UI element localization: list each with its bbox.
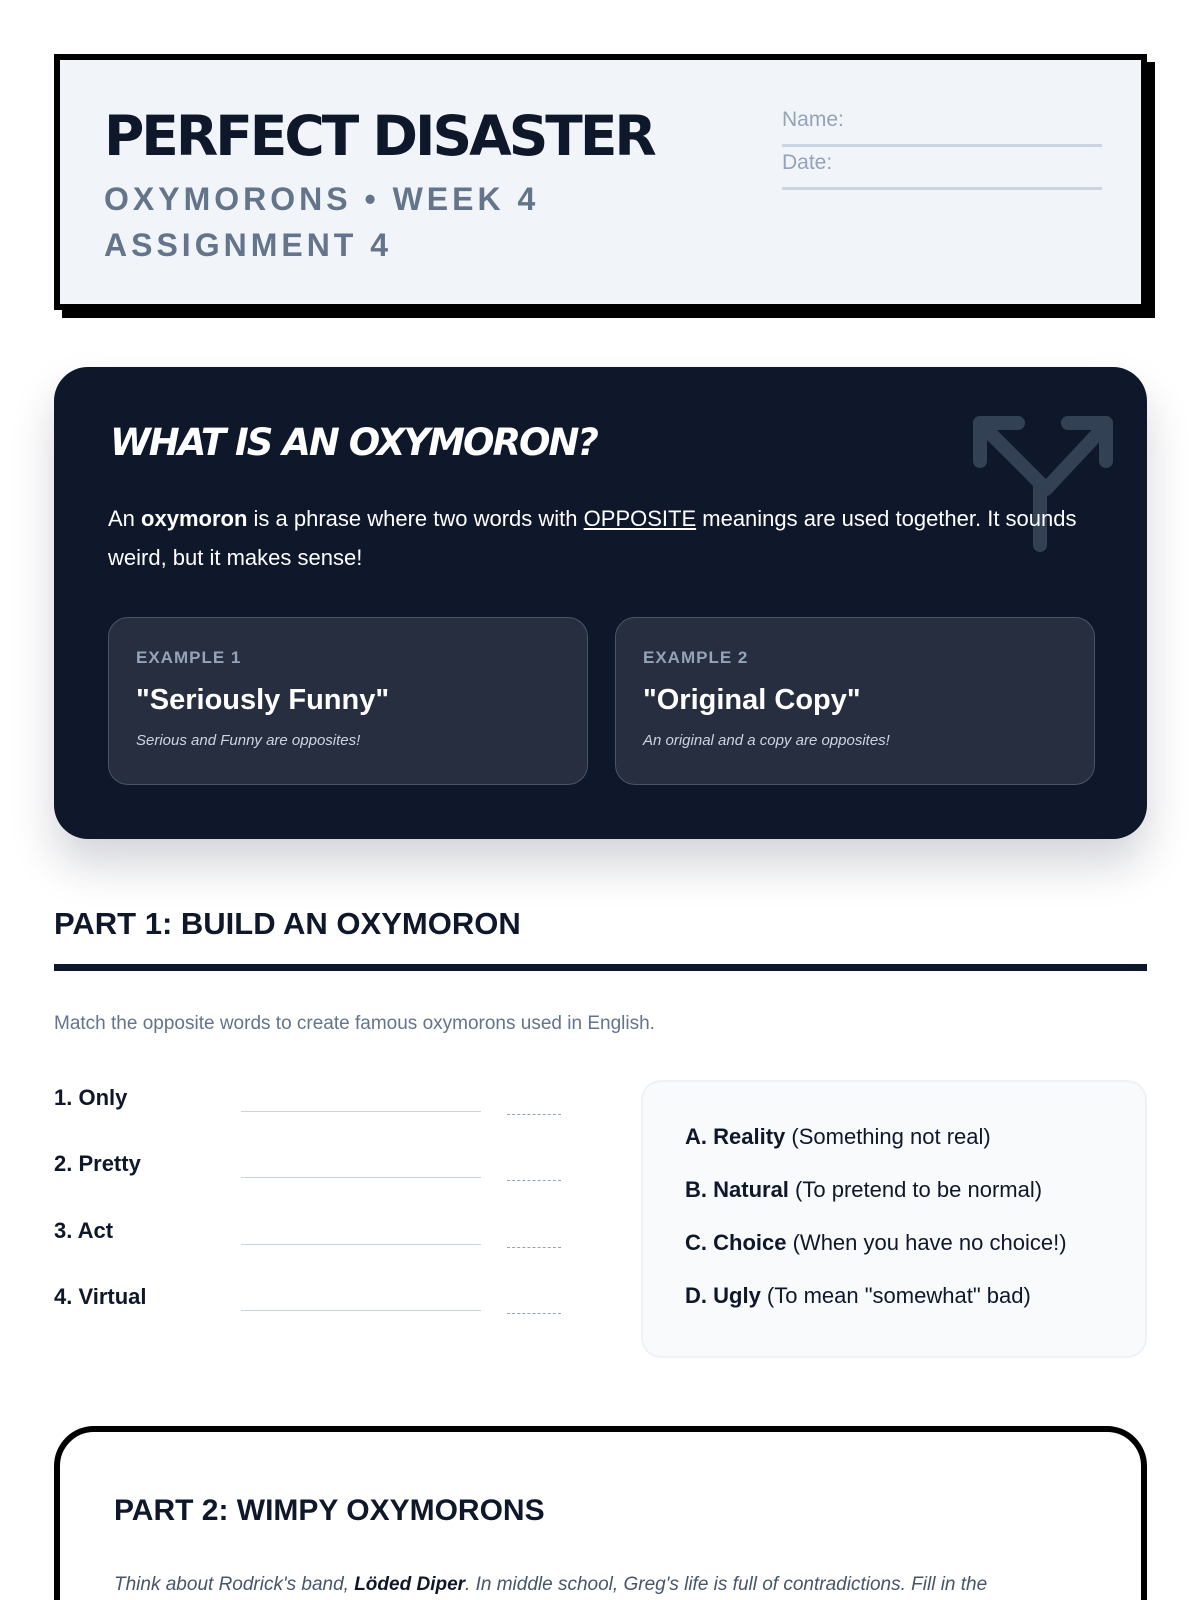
answer-letter: A. [685, 1124, 707, 1149]
name-field[interactable]: Name: [782, 104, 1102, 147]
answer-hint: (To mean "somewhat" bad) [760, 1283, 1031, 1308]
match-row [54, 1151, 574, 1191]
part2-instructions [114, 1574, 1114, 1596]
answer-blank[interactable] [507, 1298, 561, 1314]
part2-title: PART 2: WIMPY OXYMORONS [114, 1494, 545, 1527]
answer-word: Choice [713, 1230, 787, 1255]
worksheet-subtitle [104, 176, 664, 268]
part1-divider [54, 964, 1147, 971]
match-line [241, 1310, 481, 1311]
definition-text [108, 499, 1108, 577]
match-word: 3. Act [54, 1218, 114, 1243]
example-card-2 [615, 617, 1095, 785]
example-note: An original and a copy are opposites! [643, 732, 890, 749]
answer-hint: (When you have no choice!) [786, 1230, 1067, 1255]
definition-title: WHAT IS AN OXYMORON? [110, 421, 597, 464]
definition-emphasis: OPPOSITE [583, 506, 697, 531]
answer-blank[interactable] [507, 1232, 561, 1248]
answer-letter: C. [685, 1230, 707, 1255]
answer-word: Natural [713, 1177, 789, 1202]
example-phrase: "Original Copy" [643, 684, 861, 716]
answer-letter: B. [685, 1177, 707, 1202]
answer-word: Reality [713, 1124, 786, 1149]
worksheet-title: PERFECT DISASTER [104, 104, 654, 168]
match-row [54, 1085, 574, 1125]
example-card-1 [108, 617, 588, 785]
subtitle-line-week: OXYMORONS • WEEK 4 [104, 181, 540, 217]
match-word: 4. Virtual [54, 1284, 147, 1309]
match-row [54, 1218, 574, 1258]
example-label: EXAMPLE 2 [643, 648, 749, 667]
name-date-block [782, 104, 1102, 190]
part2-text-rest: . In middle school, Greg's life is full of contradictions. Fill in the [465, 1574, 988, 1595]
answer-letter: D. [685, 1283, 707, 1308]
match-line [241, 1111, 481, 1112]
answer-choice [685, 1283, 1031, 1309]
example-phrase: "Seriously Funny" [136, 684, 390, 716]
definition-term: oxymoron [141, 506, 248, 531]
example-note: Serious and Funny are opposites! [136, 732, 361, 749]
match-line [241, 1177, 481, 1178]
part1-title: PART 1: BUILD AN OXYMORON [54, 906, 521, 941]
definition-text-intro: An [108, 506, 142, 531]
match-row [54, 1284, 574, 1324]
subtitle-line-assignment: ASSIGNMENT 4 [104, 227, 393, 263]
part1-instructions: Match the opposite words to create famous oxymorons used in English. [54, 1013, 655, 1034]
definition-text-end: meanings are used together. It sounds weird, but it makes sense! [108, 506, 1077, 570]
answer-blank[interactable] [507, 1099, 561, 1115]
band-name: Löded Diper [354, 1574, 466, 1595]
worksheet-header [54, 54, 1147, 310]
match-line [241, 1244, 481, 1245]
answer-choice [685, 1177, 1042, 1203]
answer-choice [685, 1124, 991, 1150]
answer-hint: (To pretend to be normal) [788, 1177, 1043, 1202]
part2-text-intro: Think about Rodrick's band, [114, 1574, 355, 1595]
definition-text-middle: is a phrase where two words with [247, 506, 584, 531]
part2-card [54, 1426, 1147, 1600]
answer-hint: (Something not real) [785, 1124, 991, 1149]
definition-card [54, 367, 1147, 839]
match-word: 1. Only [54, 1085, 128, 1110]
answer-choices-box [641, 1080, 1147, 1358]
answer-blank[interactable] [507, 1165, 561, 1181]
match-word: 2. Pretty [54, 1151, 141, 1176]
answer-choice [685, 1230, 1067, 1256]
date-field[interactable]: Date: [782, 147, 1102, 190]
answer-word: Ugly [713, 1283, 761, 1308]
example-label: EXAMPLE 1 [136, 648, 242, 667]
